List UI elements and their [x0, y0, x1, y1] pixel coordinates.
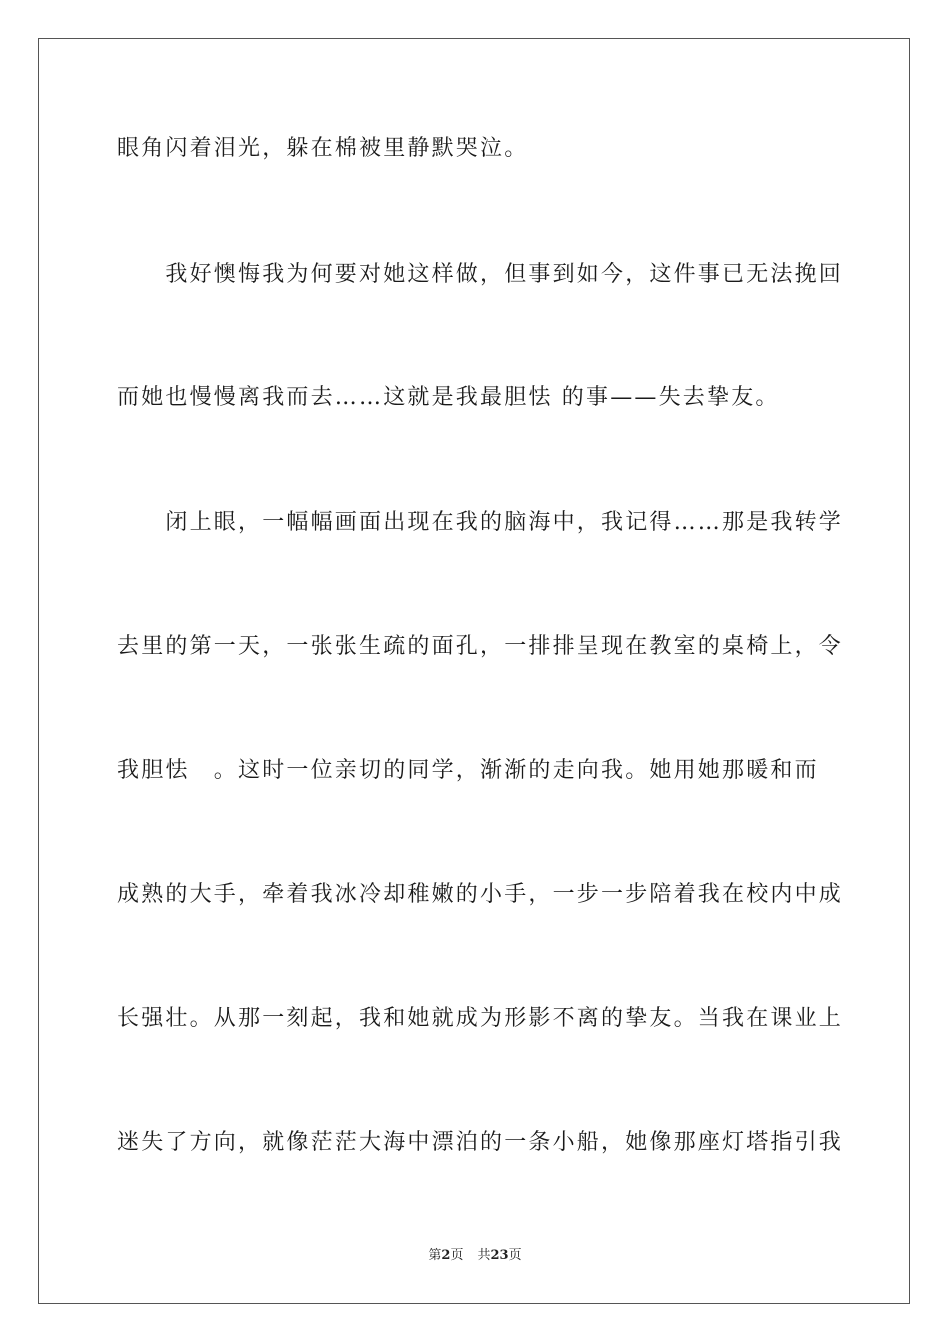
page-total: 共23页	[477, 1248, 522, 1263]
paragraph-line: 成熟的大手，牵着我冰冷却稚嫩的小手，一步一步陪着我在校内中成	[117, 882, 844, 907]
paragraph-line: 长强壮。从那一刻起，我和她就成为形影不离的挚友。当我在课业上	[117, 1006, 844, 1031]
paragraph-line: 闭上眼，一幅幅画面出现在我的脑海中，我记得……那是我转学	[117, 510, 844, 535]
page-footer	[0, 1246, 950, 1266]
paragraph-line: 而她也慢慢离我而去……这就是我最胆怯 的事——失去挚友。	[117, 385, 780, 410]
paragraph-line: 我胆怯 。这时一位亲切的同学，渐渐的走向我。她用她那暖和而	[117, 758, 819, 783]
page-border	[38, 38, 910, 1304]
paragraph-line: 去里的第一天，一张张生疏的面孔，一排排呈现在教室的桌椅上，令	[117, 634, 844, 659]
paragraph-line: 眼角闪着泪光，躲在棉被里静默哭泣。	[117, 136, 529, 161]
paragraph-line: 我好懊悔我为何要对她这样做，但事到如今，这件事已无法挽回	[117, 262, 844, 287]
paragraph-line: 迷失了方向，就像茫茫大海中漂泊的一条小船，她像那座灯塔指引我	[117, 1130, 844, 1155]
page-number: 第2页	[428, 1248, 464, 1263]
